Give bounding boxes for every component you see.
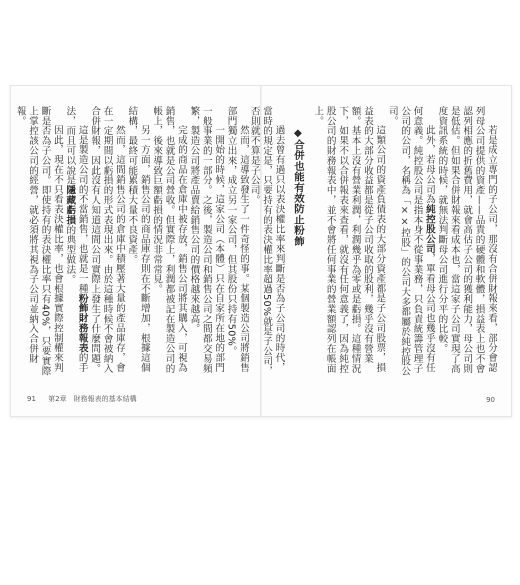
book-spread	[10, 85, 512, 417]
paragraph-text: 的典型做法。	[64, 224, 76, 285]
left-page-number: 91	[27, 395, 36, 403]
paragraph-text: 若是成立專門的子公司，那沒有合併財報來看，部分會認列母公司提供的資產——品貴的硬體和軟體，損益表上也不會認列相應的折舊費用，就會高估子公司的獲利能力，母公司則是低估。但如果合併財報來看成本也，當這家子公司實現了高度資訊系統的時候，就無法判斷母公司進行分平的比較。	[436, 106, 497, 374]
body-paragraph	[150, 106, 187, 381]
right-page	[248, 86, 511, 416]
body-paragraph	[187, 106, 224, 381]
body-paragraph	[435, 106, 497, 381]
body-paragraph	[63, 106, 88, 381]
left-page-body-text	[13, 106, 249, 381]
paragraph-text: 完成的商品在倉庫中被存放，銷售公司將其購入，可視為銷售，也就是公司營收。但實際上，利潤都被記在製造公司的帳上，後來導致巨額虧損的情況非常常見。	[151, 106, 187, 374]
body-paragraph	[311, 106, 385, 381]
body-paragraph	[224, 106, 249, 381]
paragraph-text: 然而，這間銷售公司的倉庫中積壓著大量的產品庫存，會在一定期間以虧損的形式表現出來。由於這種時候不會被納入合併財報，因此沒有人知道這間公司實際上發生了什麼問題。	[89, 106, 125, 374]
section-heading: ◆合併也能有效防止粉飾	[291, 126, 304, 247]
paragraph-text: 這是製造公司的不當銷售，也就是一種	[76, 125, 88, 294]
paragraph-text: 這類公司的資產負債表的大部分資產都是子公司股票，損益表的大部分收益都是從子公司收取的股利，幾乎沒有營業額。基本上沒有營業利潤，利潤幾乎為零或是虧損。這種情況下，如果不以合併報表來查看，就沒有任何意義了，因為純控股公司的財務報表中，並不會將任何事業的營業額認列在帳面上。	[312, 106, 386, 374]
paragraph-text: ，單看母公司也幾乎沒有任何意義。純控股公司是指本身不從事業務，只負責統籌管理子公司的公司，名稱為「××控股」的公司大多都屬於純控股公司。	[386, 106, 435, 377]
body-paragraph	[13, 106, 63, 381]
left-page	[11, 86, 261, 416]
bold-term: 粉飾財務報表	[76, 293, 88, 353]
bold-term: 純控股公司	[423, 204, 435, 254]
paragraph-text: 此外，若母公司為	[423, 125, 435, 205]
body-paragraph	[88, 106, 125, 381]
paragraph-text: 然而，這導致發生了一件奇怪的事。某個製造公司將銷售部門獨立出來，成立另一家公司，但其股份只持有50%。	[225, 106, 249, 373]
right-page-body-text	[247, 106, 497, 381]
paragraph-text: 另一方面，銷售公司的商品庫存則在不斷增加，根據這個結構，最終可能累積大量不良資產。	[126, 106, 150, 373]
paragraph-text: 的手法，而且可以說是	[64, 106, 88, 373]
bold-term: 隱藏虧損	[64, 185, 76, 225]
paragraph-text: 過去曾有過只以表決權比率來判斷是否為子公司的時代，當時的規定是，只要持有的表決權比率超過50%就是子公司，否則就不算是子公司。	[248, 106, 285, 376]
body-paragraph	[385, 106, 435, 381]
right-page-footer	[486, 396, 495, 404]
right-page-number: 90	[486, 396, 495, 404]
paragraph-text: 一開始的時候，這家公司（本體）只在自家所在地的部門一般事業的一部分。之後，製造公司和銷售公司之間都交易頻繁，製造公司將產品賣給銷售公司的價格越來越高。	[188, 106, 225, 374]
left-page-footer	[27, 394, 137, 404]
body-paragraph	[247, 106, 284, 381]
chapter-label: 第2章 財務報表的基本結構	[48, 395, 137, 403]
body-paragraph	[125, 106, 150, 381]
paragraph-text: 因此，現在不只看表決權比率，也會根據實際控制權來判斷是否為子公司。即使持有的表決權比率只有40%，只要實際上掌控該公司的經營，就必須將其視為子公司並納入合併財報。	[14, 106, 63, 376]
